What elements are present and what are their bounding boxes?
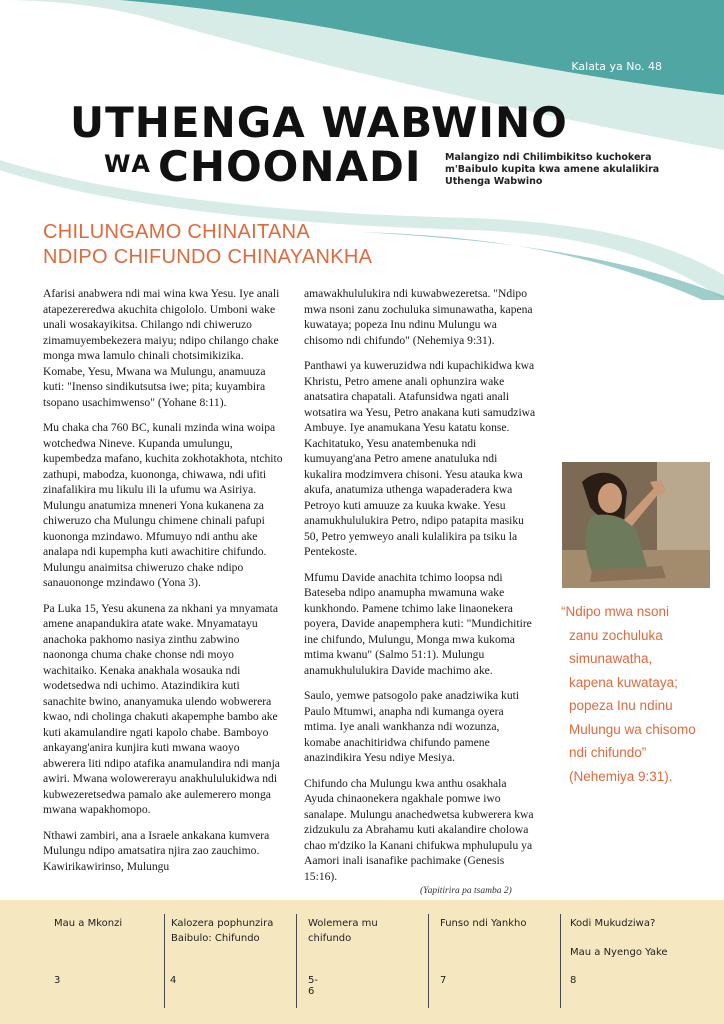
contents-item-page: 8 (570, 975, 577, 986)
paragraph: Saulo, yemwe patsogolo pake anadziwika kuti Paulo Mtumwi, anapha ndi kumanga oyera mtima. Iye anali wankhanza ndi wozunza, komabe anachitiridwa chifundo pamene anazindikira Yesu ndiye Mesiya. (304, 689, 520, 764)
contents-item-label-2: Mau a Nyengo Yake (570, 947, 668, 958)
contents-item-label-1: Kodi Mukudziwa? (570, 918, 656, 929)
article-middle-column (304, 286, 536, 894)
contents-footer (0, 900, 724, 1024)
masthead-tagline: Malangizo ndi Chilimbikitso kuchokera m'Baibulo kupita kwa amene akulalikira Uthenga Wabwino (445, 152, 660, 187)
pull-quote (561, 600, 711, 788)
contents-divider (296, 914, 297, 1008)
masthead-subtitle: CHOONADI (158, 142, 422, 191)
continued-note: (Yapitirira pa tsamba 2) (420, 886, 512, 896)
headline-line-2: NDIPO CHIFUNDO CHINAYANKHA (43, 246, 373, 268)
pull-quote-line: “Ndipo mwa nsoni (561, 604, 670, 619)
pull-quote-line: (Nehemiya 9:31). (569, 768, 673, 784)
contents-divider (164, 914, 165, 1008)
contents-item-label: Mau a Mkonzi (54, 918, 123, 929)
paragraph: amawakhululukira ndi kuwabwezeretsa. "Ndipo mwa nsoni zanu zochuluka simunawatha, kapena kuwataya; popeza Inu ndinu Mulungu wa chisomo ndi chifundo" (Nehemiya 9:31). (304, 287, 533, 347)
pull-quote-line: ndi chifundo” (569, 745, 647, 760)
pull-quote-line: popeza Inu ndinu (569, 698, 673, 713)
paragraph: Mfumu Davide anachita tchimo loopsa ndi Bateseba ndipo anamupha mwamuna wake kunkhondo. Pamene tchimo lake linaonekera poyera, Davide anapemphera kuti: "Mundichitire ine chifundo, Mulungu, Monga mwa kukoma mtima kwanu" (Salmo 51:1). Mulungu anamukhululukira Davide machimo ake. (304, 570, 532, 677)
headline-line-1: CHILUNGAMO CHINAITANA (43, 221, 311, 243)
contents-item-page: 4 (170, 975, 177, 986)
article-headline (43, 220, 513, 270)
contents-item-label: Funso ndi Yankho (440, 918, 527, 929)
pull-quote-line: zanu zochuluka (569, 627, 663, 643)
contents-item-page: 7 (440, 975, 447, 986)
contents-item-label: Kalozera pophunzira Baibulo: Chifundo (171, 918, 274, 944)
masthead-wa: WA (104, 150, 152, 178)
paragraph: Panthawi ya kuweruzidwa ndi kupachikidwa kwa Khristu, Petro amene anali ophunzira wake anatsatira chapatali. Atafunsidwa ngati anali wotsatira wa Yesu, Petro anakana kuti samudziwa Ambuye. Iye anamukana Yesu katatu konse. Kachitatuko, Yesu anatembenuka ndi kumuyang'ana Petro amene anatuluka ndi kukalira modzimvera chisoni. Yesu atauka kwa akufa, anatumiza uthenga wapaderadera kwa Petroyo kuti amuuze za kuuka kwake. Yesu anamukhululukira Petro, ndipo patapita masiku 50, Petro yemweyo anali kulalikira pa tsiku la Pentekoste. (304, 359, 536, 558)
contents-divider (428, 914, 429, 1008)
article-left-column (43, 286, 283, 884)
paragraph: Mu chaka cha 760 BC, kunali mzinda wina woipa wotchedwa Nineve. Kupanda umulungu, kupembedza mafano, kuchita zokhotakhota, ntchito zathupi, mabodza, kuonongа, chiwawa, ndi ufiti zinafalikira mu likulu ili la ufumu wa Asiriya. Mulungu anatumiza mneneri Yona kukanena za chiweruzo cha Mulungu chimene chinali pafupi kuononga mzindawo. Mfumuyo ndi anthu ake analapa ndi kupempha kuti awachitire chifundo. Mulungu anaimitsa chiweruzo chake ndipo sanauononge mzindawo (Yona 3). (43, 421, 283, 589)
masthead-title: UTHENGA WABWINO (70, 98, 568, 147)
contents-item-label: Wolemera mu chifundo (308, 918, 378, 944)
paragraph: Nthawi zambiri, ana a Israele ankakana kumvera Mulungu ndipo amatsatira njira zao zauchimo. Kawirikawirinso, Mulungu (43, 828, 270, 873)
paragraph: Pa Luka 15, Yesu akunena za nkhani ya mnyamata amene anapandukira atate wake. Mnyamatayu anachoka pakhomo nasiya zinthu zabwino naononga chuma chake chonse ndi moyo wachitaiko. Kenaka anakhala wosauka ndi wodetsedwa ndi uchimo. Atazindikira kuti sanachite bwino, ananyamuka ulendo wobwerera kwao, ndi cholinga chakuti akapemphe bambo ake kuti akamulandire ngati kapolo chabe. Bamboyo ankayang'anira kunjira kuti mwana waoyo abwerera liti ndipo atafika anamulandira ndi manja awiri. Mwana wolowererayu anakhululukidwa ndi kubwezeretsedwa pamalo ake aulemerero monga mwana wapakhomopo. (43, 601, 280, 816)
paragraph: Chifundo cha Mulungu kwa anthu osakhala Ayuda chinaonekera ngakhale pomwe iwo sanalape. Mulungu anachedwetsa kubwerera kwa zidzukulu za Abrahamu kuti akalandire cholowa chao m'dziko la Kanani chifukwa mphulupulu ya Aamori inali isanafike pachimake (Genesis 15:16). (304, 776, 534, 883)
issue-number: Kalata ya No. 48 (571, 60, 662, 73)
kneeling-woman-photo (562, 462, 710, 588)
contents-item-label (570, 916, 710, 960)
paragraph: Afarisi anabwera ndi mai wina kwa Yesu. Iye anali atapezereredwa akuchita chigololo. Umboni wake unali wosakayikitsa. Chilango ndi chiweruzo zimamuyembekezera maiyu; ndipo chilango chake monga mwa lamulo chinali chotsimikizika. Komabe, Yesu, Mwana wa Mulungu, anamuuza kuti: "Inenso sindikutsutsa iwe; pita; kuyambira tsopano usachimwenso" (Yohane 8:11). (43, 287, 280, 409)
pull-quote-line: kapena kuwataya; (569, 674, 678, 690)
pull-quote-line: simunawatha, (569, 651, 653, 666)
pull-quote-line: Mulungu wa chisomo (569, 721, 696, 737)
contents-item-page: 5-6 (308, 975, 318, 997)
contents-divider (560, 914, 561, 1008)
contents-item-page: 3 (54, 975, 61, 986)
